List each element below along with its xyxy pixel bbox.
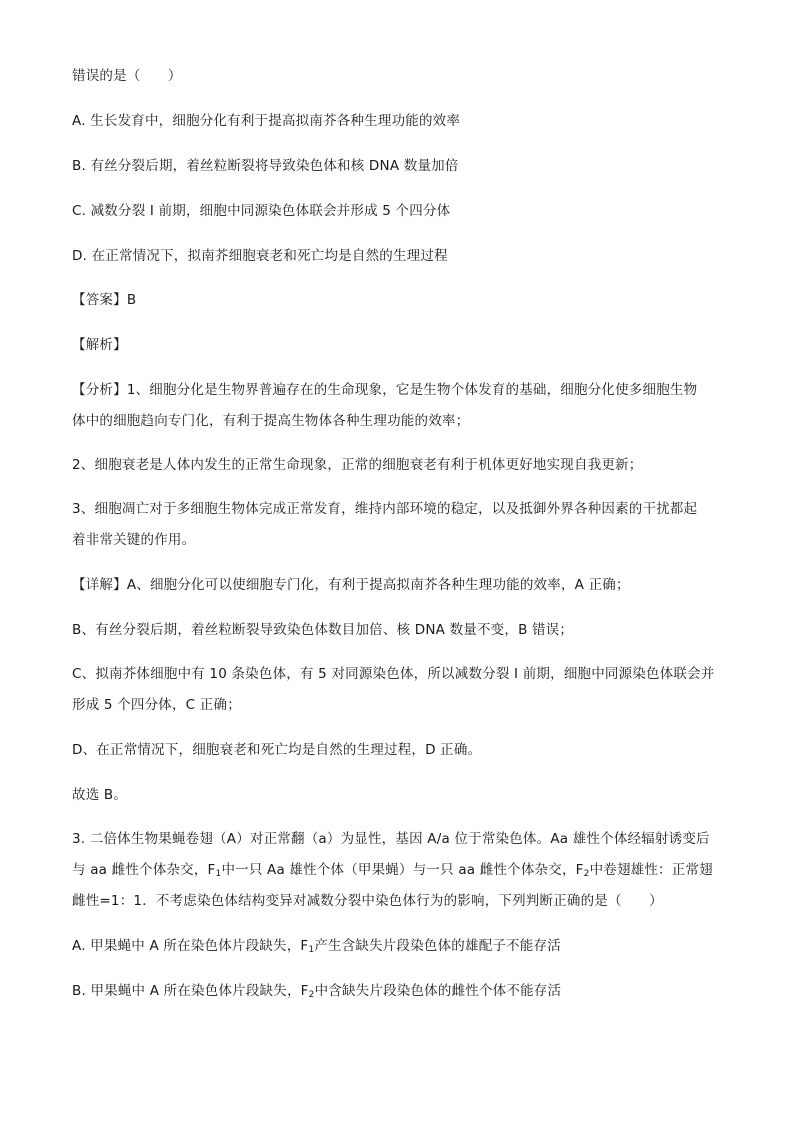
fenxi-line-3b: 着非常关键的作用。 <box>72 532 196 548</box>
answer-label: 【答案】 <box>72 292 127 308</box>
q3-optA-sub: 1 <box>308 945 315 955</box>
q3-optA-pre: A. 甲果蝇中 A 所在染色体片段缺失，F <box>72 938 309 954</box>
detail-line-c2: 形成 5 个四分体，C 正确； <box>72 697 241 713</box>
option-a: A. 生长发育中，细胞分化有利于提高拟南芥各种生理功能的效率 <box>72 113 461 129</box>
detail-text-a: A、细胞分化可以使细胞专门化，有利于提高拟南芥各种生理功能的效率，A 正确； <box>126 577 630 593</box>
q3-option-b <box>72 981 732 1001</box>
fenxi-line-3a: 3、细胞凋亡对于多细胞生物体完成正常发育，维持内部环境的稳定，以及抵御外界各种因素的干扰都起 <box>72 501 698 517</box>
fenxi-label: 【分析】 <box>72 382 127 398</box>
fenxi-line-2: 2、细胞衰老是人体内发生的正常生命现象，正常的细胞衰老有利于机体更好地实现自我更新； <box>72 457 643 473</box>
answer-value: B <box>126 292 137 308</box>
q3-line2-sub1: 1 <box>215 869 222 879</box>
q3-line2-sub2: 2 <box>583 869 590 879</box>
q3-optB-pre: B. 甲果蝇中 A 所在染色体片段缺失，F <box>72 983 309 999</box>
q3-optA-post: 产生含缺失片段染色体的雄配子不能存活 <box>314 938 561 954</box>
detail-label: 【详解】 <box>72 577 127 593</box>
q3-line2-pre: 与 aa 雌性个体杂交，F <box>72 862 216 878</box>
q3-stem-line-1: 3. 二倍体生物果蝇卷翅（A）对正常翻（a）为显性，基因 A/a 位于常染色体。Aa 雄性个体经辐射诱变后 <box>72 831 710 847</box>
detail-line-c1: C、拟南芥体细胞中有 10 条染色体，有 5 对同源染色体，所以减数分裂 I 前期，细胞中同源染色体联会并 <box>72 666 715 682</box>
q3-optB-post: 中含缺失片段染色体的雌性个体不能存活 <box>314 983 562 999</box>
option-b: B. 有丝分裂后期，着丝粒断裂将导致染色体和核 DNA 数量加倍 <box>72 158 459 174</box>
option-d: D. 在正常情况下，拟南芥细胞衰老和死亡均是自然的生理过程 <box>72 248 448 264</box>
q3-option-a <box>72 936 732 956</box>
q3-optB-sub: 2 <box>308 990 315 1000</box>
conclusion-line: 故选 B。 <box>72 787 128 803</box>
fenxi-line-1a <box>72 380 732 400</box>
fenxi-line-1b: 体中的细胞趋向专门化，有利于提高生物体各种生理功能的效率； <box>72 413 470 429</box>
fenxi-text-1a: 1、细胞分化是生物界普遍存在的生命现象，它是生物个体发育的基础，细胞分化使多细胞生物 <box>126 382 698 398</box>
q3-stem-line-3: 雌性=1：1．不考虑染色体结构变异对减数分裂中染色体行为的影响，下列判断正确的是（ ） <box>72 893 663 909</box>
q3-stem-line-2 <box>72 860 732 880</box>
q3-line2-post: 中卷翅雄性：正常翅 <box>589 862 713 878</box>
q3-line2-mid: 中一只 Aa 雄性个体（甲果蝇）与一只 aa 雌性个体杂交，F <box>221 862 584 878</box>
question-stem-tail: 错误的是（ ） <box>72 68 182 84</box>
answer-line <box>72 290 732 310</box>
detail-line-a <box>72 575 732 595</box>
detail-line-b: B、有丝分裂后期，着丝粒断裂导致染色体数目加倍、核 DNA 数量不变，B 错误； <box>72 622 574 638</box>
option-c: C. 减数分裂 I 前期，细胞中同源染色体联会并形成 5 个四分体 <box>72 203 451 219</box>
analysis-label: 【解析】 <box>72 337 127 353</box>
detail-line-d: D、在正常情况下，细胞衰老和死亡均是自然的生理过程，D 正确。 <box>72 742 482 758</box>
